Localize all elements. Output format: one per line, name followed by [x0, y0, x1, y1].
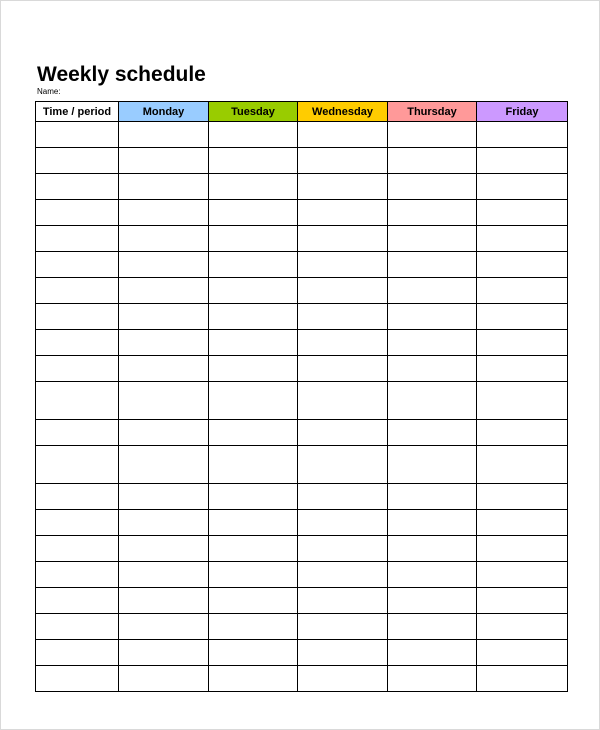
schedule-cell-time[interactable]	[36, 666, 119, 692]
schedule-cell-monday[interactable]	[119, 382, 209, 420]
schedule-cell-wednesday[interactable]	[298, 330, 388, 356]
schedule-cell-wednesday[interactable]	[298, 382, 388, 420]
schedule-cell-friday[interactable]	[477, 356, 568, 382]
schedule-cell-time[interactable]	[36, 382, 119, 420]
schedule-cell-tuesday[interactable]	[209, 588, 298, 614]
schedule-cell-monday[interactable]	[119, 278, 209, 304]
schedule-cell-time[interactable]	[36, 356, 119, 382]
schedule-cell-tuesday[interactable]	[209, 420, 298, 446]
schedule-cell-time[interactable]	[36, 484, 119, 510]
schedule-cell-monday[interactable]	[119, 252, 209, 278]
table-row	[36, 382, 568, 420]
table-row	[36, 122, 568, 148]
schedule-cell-friday[interactable]	[477, 640, 568, 666]
schedule-cell-thursday[interactable]	[388, 174, 477, 200]
column-header-thursday: Thursday	[388, 102, 477, 122]
schedule-cell-tuesday[interactable]	[209, 614, 298, 640]
column-header-wednesday: Wednesday	[298, 102, 388, 122]
schedule-cell-thursday[interactable]	[388, 148, 477, 174]
schedule-cell-wednesday[interactable]	[298, 614, 388, 640]
schedule-cell-tuesday[interactable]	[209, 666, 298, 692]
schedule-cell-time[interactable]	[36, 122, 119, 148]
schedule-cell-wednesday[interactable]	[298, 562, 388, 588]
table-row	[36, 330, 568, 356]
schedule-cell-thursday[interactable]	[388, 446, 477, 484]
schedule-cell-monday[interactable]	[119, 614, 209, 640]
schedule-cell-tuesday[interactable]	[209, 148, 298, 174]
schedule-cell-tuesday[interactable]	[209, 174, 298, 200]
schedule-cell-tuesday[interactable]	[209, 562, 298, 588]
table-row	[36, 356, 568, 382]
schedule-cell-tuesday[interactable]	[209, 536, 298, 562]
schedule-table	[35, 101, 568, 692]
schedule-cell-wednesday[interactable]	[298, 148, 388, 174]
table-row	[36, 614, 568, 640]
schedule-cell-thursday[interactable]	[388, 304, 477, 330]
schedule-cell-time[interactable]	[36, 200, 119, 226]
column-header-friday: Friday	[477, 102, 568, 122]
schedule-cell-tuesday[interactable]	[209, 484, 298, 510]
table-row	[36, 420, 568, 446]
schedule-cell-friday[interactable]	[477, 382, 568, 420]
column-header-tuesday: Tuesday	[209, 102, 298, 122]
schedule-cell-time[interactable]	[36, 510, 119, 536]
schedule-cell-thursday[interactable]	[388, 382, 477, 420]
schedule-cell-monday[interactable]	[119, 562, 209, 588]
table-row	[36, 510, 568, 536]
schedule-cell-time[interactable]	[36, 562, 119, 588]
schedule-cell-time[interactable]	[36, 536, 119, 562]
schedule-cell-friday[interactable]	[477, 148, 568, 174]
table-row	[36, 562, 568, 588]
schedule-cell-wednesday[interactable]	[298, 640, 388, 666]
schedule-cell-wednesday[interactable]	[298, 420, 388, 446]
schedule-cell-thursday[interactable]	[388, 278, 477, 304]
schedule-cell-time[interactable]	[36, 588, 119, 614]
schedule-cell-tuesday[interactable]	[209, 330, 298, 356]
column-header-monday: Monday	[119, 102, 209, 122]
table-row	[36, 588, 568, 614]
schedule-cell-monday[interactable]	[119, 484, 209, 510]
schedule-cell-wednesday[interactable]	[298, 446, 388, 484]
schedule-body	[36, 122, 568, 692]
schedule-cell-thursday[interactable]	[388, 614, 477, 640]
schedule-cell-time[interactable]	[36, 330, 119, 356]
schedule-cell-friday[interactable]	[477, 588, 568, 614]
schedule-cell-wednesday[interactable]	[298, 484, 388, 510]
table-row	[36, 174, 568, 200]
schedule-cell-monday[interactable]	[119, 666, 209, 692]
schedule-cell-friday[interactable]	[477, 200, 568, 226]
schedule-cell-tuesday[interactable]	[209, 226, 298, 252]
schedule-cell-monday[interactable]	[119, 588, 209, 614]
schedule-cell-friday[interactable]	[477, 484, 568, 510]
schedule-cell-friday[interactable]	[477, 174, 568, 200]
schedule-cell-time[interactable]	[36, 278, 119, 304]
schedule-cell-thursday[interactable]	[388, 252, 477, 278]
schedule-cell-monday[interactable]	[119, 640, 209, 666]
schedule-cell-thursday[interactable]	[388, 640, 477, 666]
schedule-cell-thursday[interactable]	[388, 200, 477, 226]
schedule-cell-monday[interactable]	[119, 200, 209, 226]
schedule-cell-friday[interactable]	[477, 252, 568, 278]
table-row	[36, 200, 568, 226]
schedule-cell-friday[interactable]	[477, 420, 568, 446]
schedule-cell-time[interactable]	[36, 614, 119, 640]
schedule-cell-friday[interactable]	[477, 304, 568, 330]
table-row	[36, 536, 568, 562]
schedule-cell-time[interactable]	[36, 446, 119, 484]
schedule-cell-thursday[interactable]	[388, 510, 477, 536]
table-row	[36, 278, 568, 304]
schedule-cell-tuesday[interactable]	[209, 382, 298, 420]
page-title: Weekly schedule	[37, 63, 206, 86]
schedule-cell-friday[interactable]	[477, 226, 568, 252]
schedule-cell-monday[interactable]	[119, 420, 209, 446]
schedule-cell-monday[interactable]	[119, 330, 209, 356]
table-row	[36, 640, 568, 666]
schedule-cell-monday[interactable]	[119, 148, 209, 174]
schedule-cell-friday[interactable]	[477, 614, 568, 640]
schedule-cell-wednesday[interactable]	[298, 666, 388, 692]
schedule-cell-wednesday[interactable]	[298, 252, 388, 278]
table-row	[36, 252, 568, 278]
table-row	[36, 484, 568, 510]
schedule-cell-thursday[interactable]	[388, 122, 477, 148]
schedule-cell-thursday[interactable]	[388, 226, 477, 252]
schedule-cell-monday[interactable]	[119, 446, 209, 484]
schedule-cell-wednesday[interactable]	[298, 122, 388, 148]
schedule-cell-tuesday[interactable]	[209, 304, 298, 330]
schedule-cell-thursday[interactable]	[388, 588, 477, 614]
schedule-cell-monday[interactable]	[119, 536, 209, 562]
schedule-cell-thursday[interactable]	[388, 420, 477, 446]
schedule-cell-wednesday[interactable]	[298, 278, 388, 304]
schedule-cell-friday[interactable]	[477, 122, 568, 148]
schedule-cell-tuesday[interactable]	[209, 252, 298, 278]
schedule-cell-tuesday[interactable]	[209, 640, 298, 666]
schedule-cell-time[interactable]	[36, 420, 119, 446]
schedule-cell-tuesday[interactable]	[209, 356, 298, 382]
schedule-cell-tuesday[interactable]	[209, 122, 298, 148]
table-row	[36, 304, 568, 330]
schedule-cell-wednesday[interactable]	[298, 174, 388, 200]
schedule-cell-wednesday[interactable]	[298, 356, 388, 382]
schedule-cell-thursday[interactable]	[388, 356, 477, 382]
schedule-cell-thursday[interactable]	[388, 330, 477, 356]
schedule-cell-time[interactable]	[36, 640, 119, 666]
schedule-cell-time[interactable]	[36, 148, 119, 174]
schedule-cell-time[interactable]	[36, 174, 119, 200]
schedule-cell-wednesday[interactable]	[298, 200, 388, 226]
table-row	[36, 666, 568, 692]
schedule-cell-thursday[interactable]	[388, 484, 477, 510]
table-row	[36, 446, 568, 484]
schedule-cell-thursday[interactable]	[388, 562, 477, 588]
schedule-cell-tuesday[interactable]	[209, 200, 298, 226]
schedule-cell-wednesday[interactable]	[298, 510, 388, 536]
schedule-cell-monday[interactable]	[119, 174, 209, 200]
header-row	[36, 102, 568, 122]
table-row	[36, 148, 568, 174]
schedule-cell-tuesday[interactable]	[209, 446, 298, 484]
schedule-cell-friday[interactable]	[477, 536, 568, 562]
schedule-cell-wednesday[interactable]	[298, 226, 388, 252]
schedule-cell-wednesday[interactable]	[298, 588, 388, 614]
schedule-cell-friday[interactable]	[477, 446, 568, 484]
schedule-cell-thursday[interactable]	[388, 536, 477, 562]
schedule-cell-monday[interactable]	[119, 226, 209, 252]
schedule-cell-friday[interactable]	[477, 510, 568, 536]
schedule-cell-monday[interactable]	[119, 122, 209, 148]
schedule-cell-tuesday[interactable]	[209, 510, 298, 536]
schedule-cell-friday[interactable]	[477, 666, 568, 692]
schedule-cell-friday[interactable]	[477, 562, 568, 588]
schedule-cell-monday[interactable]	[119, 356, 209, 382]
schedule-cell-thursday[interactable]	[388, 666, 477, 692]
schedule-cell-wednesday[interactable]	[298, 536, 388, 562]
schedule-cell-friday[interactable]	[477, 330, 568, 356]
schedule-cell-tuesday[interactable]	[209, 278, 298, 304]
schedule-cell-monday[interactable]	[119, 510, 209, 536]
table-row	[36, 226, 568, 252]
schedule-cell-time[interactable]	[36, 226, 119, 252]
schedule-cell-monday[interactable]	[119, 304, 209, 330]
name-label: Name:	[37, 87, 61, 96]
column-header-time: Time / period	[36, 102, 119, 122]
schedule-cell-time[interactable]	[36, 304, 119, 330]
schedule-cell-wednesday[interactable]	[298, 304, 388, 330]
schedule-cell-friday[interactable]	[477, 278, 568, 304]
schedule-cell-time[interactable]	[36, 252, 119, 278]
